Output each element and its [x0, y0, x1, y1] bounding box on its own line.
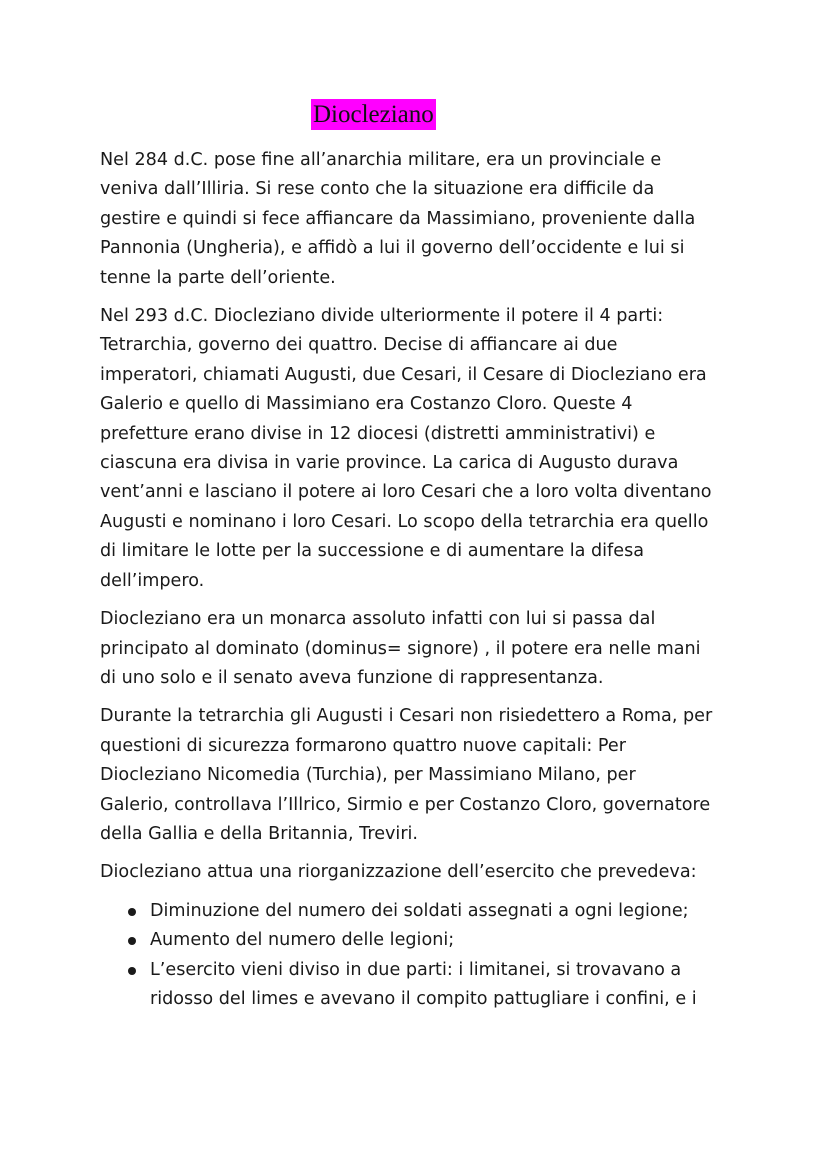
bullet-icon: [128, 937, 136, 945]
bullet-icon: [128, 908, 136, 916]
text-line: tenne la parte dell’oriente.: [100, 267, 336, 288]
text-line: Pannonia (Ungheria), e affidò a lui il governo dell’occidente e lui si: [100, 238, 685, 259]
paragraph: [100, 302, 740, 596]
list-item-text: ridosso del limes e avevano il compito pattugliare i confini, e i: [150, 988, 697, 1009]
text-line: di limitare le lotte per la successione e di aumentare la difesa: [100, 541, 645, 562]
text-line: prefetture erano divise in 12 diocesi (distretti amministrativi) e: [100, 423, 656, 444]
text-line: Galerio e quello di Massimiano era Costanzo Cloro. Queste 4: [100, 394, 633, 415]
text-line: Diocleziano attua una riorganizzazione dell’esercito che prevedeva:: [100, 862, 697, 883]
text-line: imperatori, chiamati Augusti, due Cesari, il Cesare di Diocleziano era: [100, 364, 707, 385]
text-line: vent’anni e lasciano il potere ai loro Cesari che a loro volta diventano: [100, 482, 712, 503]
text-line: Diocleziano era un monarca assoluto infatti con lui si passa dal: [100, 609, 656, 630]
paragraph: [100, 146, 740, 293]
title-container: [311, 99, 436, 130]
text-line: dell’impero.: [100, 570, 205, 591]
text-line: Nel 293 d.C. Diocleziano divide ulteriormente il potere il 4 parti:: [100, 306, 664, 327]
document-body: [100, 146, 740, 1014]
text-line: Augusti e nominano i loro Cesari. Lo scopo della tetrarchia era quello: [100, 511, 709, 532]
list-item-text: Diminuzione del numero dei soldati assegnati a ogni legione;: [150, 900, 689, 921]
paragraph: [100, 702, 740, 849]
list-item: [126, 956, 740, 1015]
bullet-list: [100, 897, 740, 1015]
bullet-icon: [128, 967, 136, 975]
paragraph: [100, 605, 740, 693]
list-item: [126, 926, 740, 955]
list-item-text: L’esercito vieni diviso in due parti: i limitanei, si trovavano a: [150, 959, 682, 980]
text-line: Galerio, controllava l’Illrico, Sirmio e per Costanzo Cloro, governatore: [100, 794, 711, 815]
paragraph: [100, 858, 740, 887]
text-line: gestire e quindi si fece affiancare da Massimiano, proveniente dalla: [100, 208, 696, 229]
text-line: questioni di sicurezza formarono quattro nuove capitali: Per: [100, 735, 626, 756]
text-line: Tetrarchia, governo dei quattro. Decise di affiancare ai due: [100, 335, 618, 356]
page-title: Diocleziano: [313, 101, 434, 128]
paragraph-list: [100, 146, 740, 888]
text-line: ciascuna era divisa in varie province. La carica di Augusto durava: [100, 453, 679, 474]
list-item: [126, 897, 740, 926]
text-line: di uno solo e il senato aveva funzione di rappresentanza.: [100, 667, 604, 688]
text-line: Diocleziano Nicomedia (Turchia), per Massimiano Milano, per: [100, 765, 636, 786]
text-line: Durante la tetrarchia gli Augusti i Cesari non risiedettero a Roma, per: [100, 706, 713, 727]
text-line: Nel 284 d.C. pose fine all’anarchia militare, era un provinciale e: [100, 150, 662, 170]
text-line: della Gallia e della Britannia, Treviri.: [100, 823, 419, 844]
list-item-text: Aumento del numero delle legioni;: [150, 930, 455, 951]
text-line: principato al dominato (dominus= signore) , il potere era nelle mani: [100, 638, 701, 659]
text-line: veniva dall’Illiria. Si rese conto che la situazione era difficile da: [100, 179, 655, 200]
